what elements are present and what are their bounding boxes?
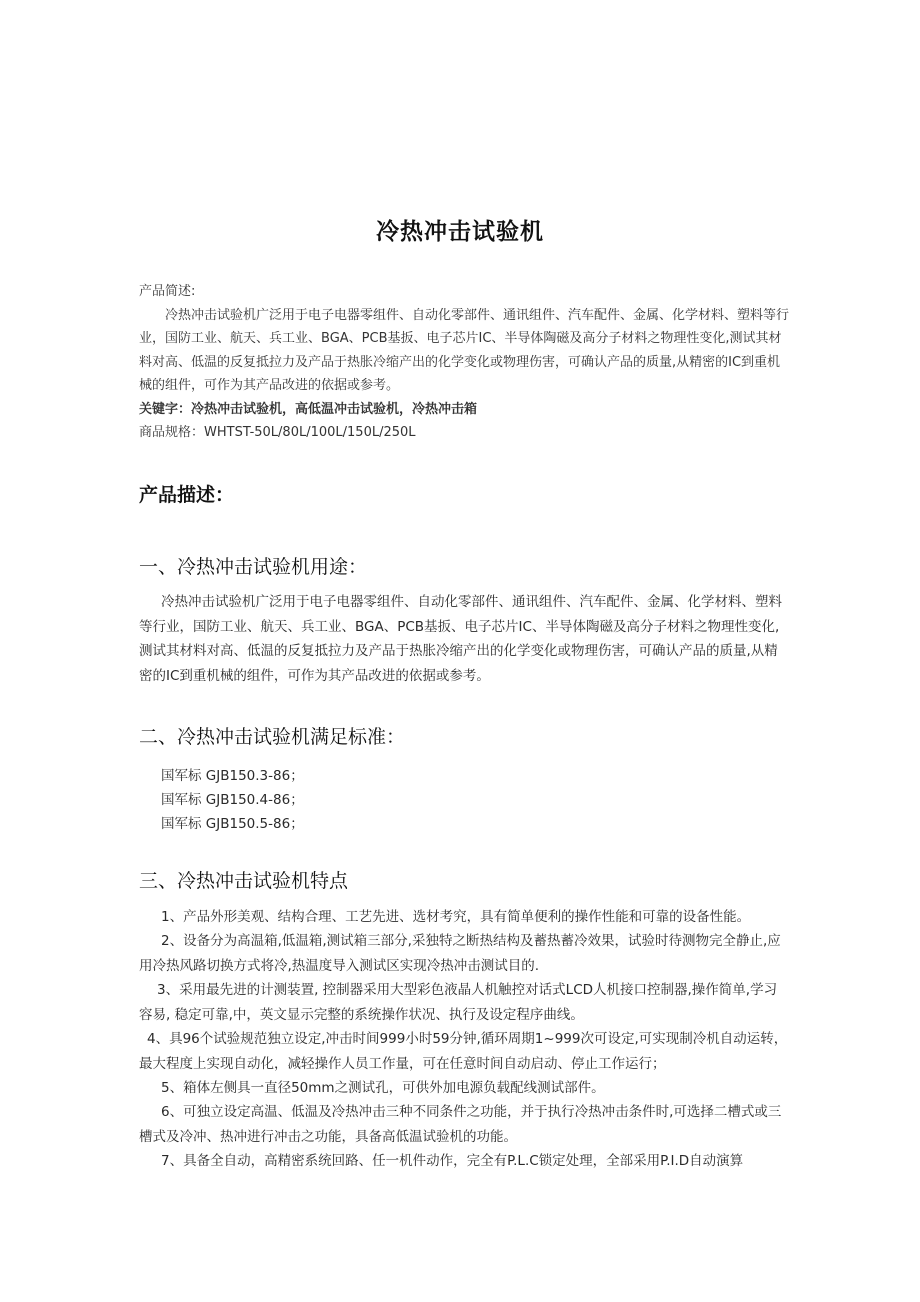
- feature-item: 1、产品外形美观、结构合理、工艺先进、选材考究，具有简单便利的操作性能和可靠的设备性能。: [161, 909, 751, 925]
- keywords-line: 关键字：冷热冲击试验机，高低温冲击试验机，冷热冲击箱: [139, 401, 478, 417]
- feature-item: 2、设备分为高温箱,低温箱,测试箱三部分,采独特之断热结构及蓄热蓄冷效果，试验时待测物完全静止,应用冷热风路切换方式将冷,热温度导入测试区实现冷热冲击测试目的.: [139, 933, 781, 974]
- intro-section: [139, 280, 789, 445]
- section-2-heading: 二、冷热冲击试验机满足标准：: [139, 726, 406, 748]
- section-1-heading: 一、冷热冲击试验机用途：: [139, 556, 368, 578]
- document-title: 冷热冲击试验机: [376, 219, 544, 245]
- feature-item: 5、箱体左侧具一直径50mm之测试孔，可供外加电源负载配线测试部件。: [161, 1080, 605, 1096]
- intro-paragraph: 冷热冲击试验机广泛用于电子电器零组件、自动化零部件、通讯组件、汽车配件、金属、化学材料、塑料等行业，国防工业、航天、兵工业、BGA、PCB基扳、电子芯片IC、半导体陶磁及高分子材料之物理性变化,测试其材料对高、低温的反复抵拉力及产品于热胀冷缩产出的化学变化或物理伤害，可确认产品的质量,从精密的IC到重机械的组件，可作为其产品改进的依据或参考。: [139, 307, 790, 393]
- standard-line: 国军标 GJB150.4-86；: [161, 792, 304, 808]
- section-1-paragraph: 冷热冲击试验机广泛用于电子电器零组件、自动化零部件、通讯组件、汽车配件、金属、化学材料、塑料等行业，国防工业、航天、兵工业、BGA、PCB基扳、电子芯片IC、半导体陶磁及高分子材料之物理性变化,测试其材料对高、低温的反复抵拉力及产品于热胀冷缩产出的化学变化或物理伤害，可确认产品的质量,从精密的IC到重机械的组件，可作为其产品改进的依据或参考。: [139, 594, 782, 684]
- feature-item: 4、具96个试验规范独立设定,冲击时间999小时59分钟,循环周期1~999次可设定,可实现制冷机自动运转，最大程度上实现自动化，减轻操作人员工作量，可在任意时间自动启动、停止工作运行；: [139, 1031, 788, 1072]
- feature-item: 6、可独立设定高温、低温及冷热冲击三种不同条件之功能，并于执行冷热冲击条件时,可选择二槽式或三槽式及冷冲、热冲进行冲击之功能，具备高低温试验机的功能。: [139, 1104, 782, 1145]
- feature-item: 7、具备全自动，高精密系统回路、任一机件动作，完全有P.L.C锁定处理，全部采用P.I.D自动演算: [161, 1153, 744, 1169]
- standard-line: 国军标 GJB150.3-86；: [161, 768, 304, 784]
- spec-line: 商品规格：WHTST-50L/80L/100L/150L/250L: [139, 425, 416, 440]
- feature-item: 3、采用最先进的计测装置, 控制器采用大型彩色液晶人机触控对话式LCD人机接口控制器,操作简单,学习容易, 稳定可靠,中，英文显示完整的系统操作状况、执行及设定程序曲线。: [139, 982, 778, 1023]
- intro-label: 产品简述:: [139, 284, 196, 299]
- product-description-heading: 产品描述：: [139, 484, 235, 506]
- standard-line: 国军标 GJB150.5-86；: [161, 816, 304, 832]
- section-3-heading: 三、冷热冲击试验机特点: [139, 870, 349, 892]
